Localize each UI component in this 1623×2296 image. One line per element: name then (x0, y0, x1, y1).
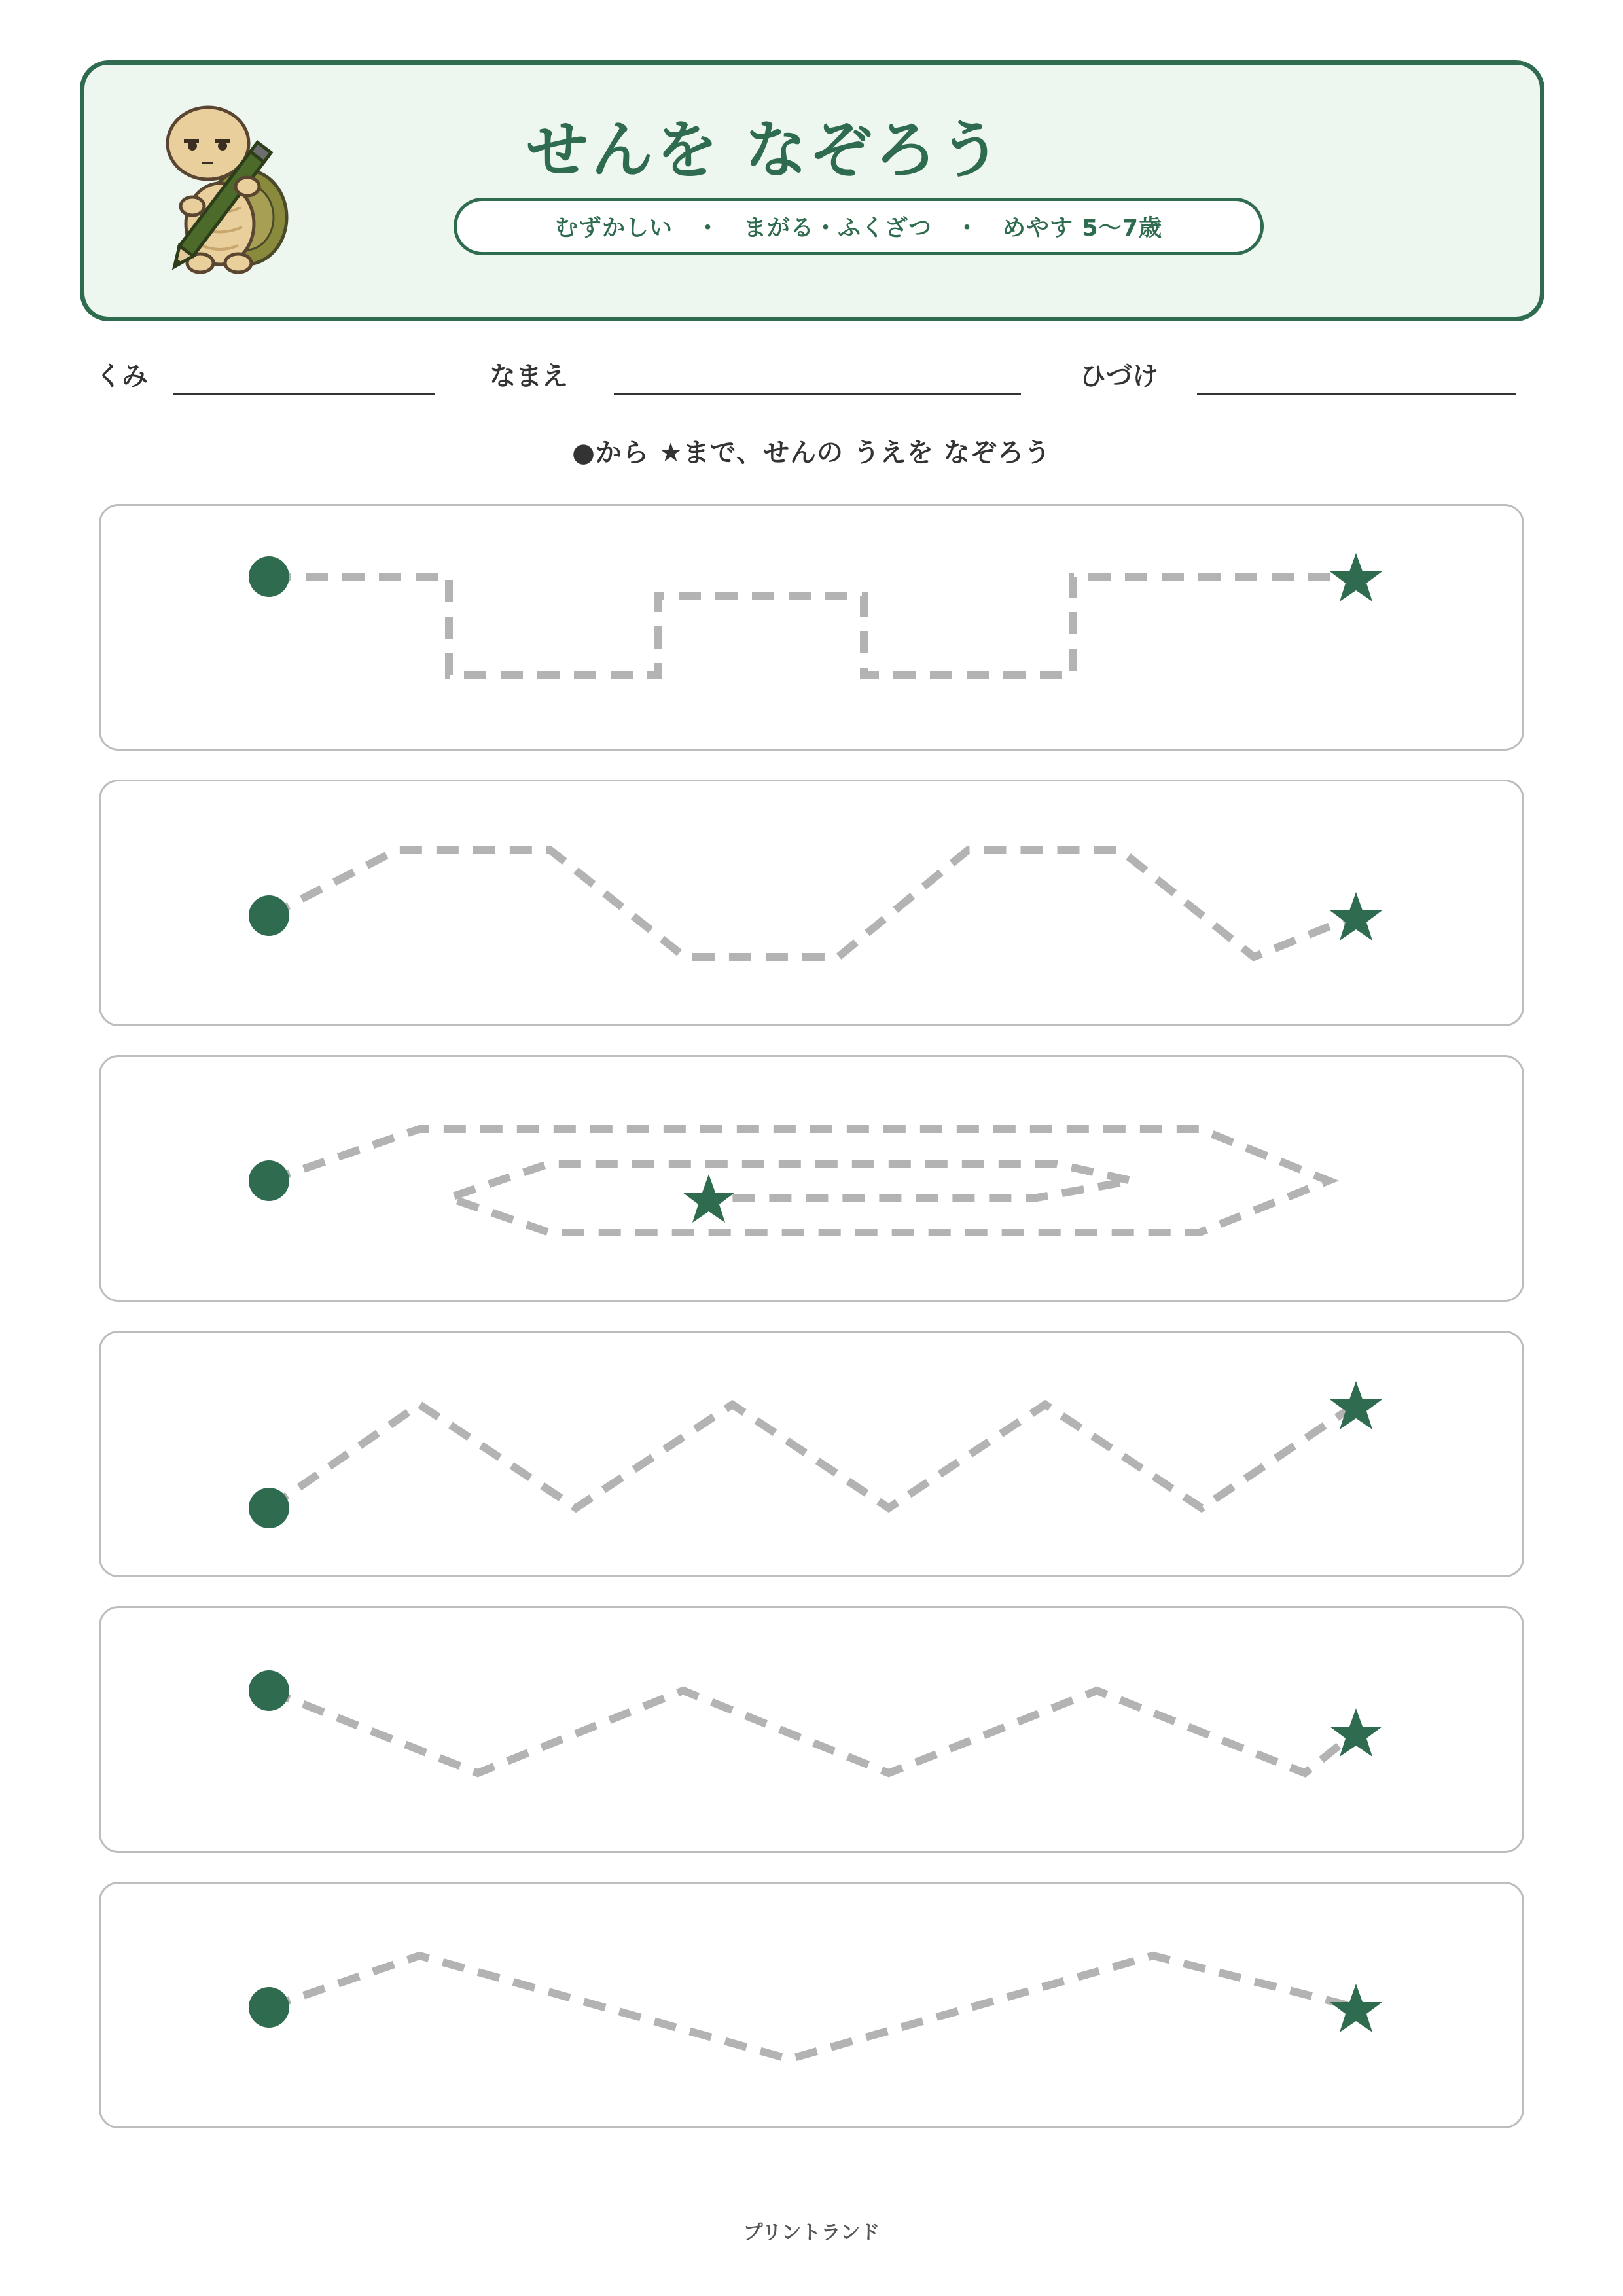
start-dot-icon (249, 556, 289, 597)
name-input-line[interactable] (614, 393, 1021, 395)
page-title: せんを なぞろう (526, 115, 1005, 187)
class-input-line[interactable] (173, 393, 435, 395)
exercise-panel-5 (99, 1606, 1524, 1853)
start-dot-icon (249, 895, 289, 936)
exercise-panel-3 (99, 1055, 1524, 1302)
footer-brand: プリントランド (743, 2221, 880, 2244)
goal-star-icon (1330, 1381, 1382, 1429)
exercise-panel-2 (99, 780, 1524, 1026)
name-label: なまえ (490, 361, 568, 391)
goal-star-icon (1330, 892, 1382, 941)
date-input-line[interactable] (1197, 393, 1516, 395)
trace-trapezoid-wave (101, 781, 1526, 1028)
goal-star-icon (1330, 1984, 1382, 2032)
trace-zigzag (101, 1333, 1526, 1579)
turtle-mascot-icon (148, 103, 298, 279)
trace-spiral (101, 1057, 1526, 1304)
goal-star-icon (683, 1174, 735, 1223)
header-card (80, 60, 1544, 321)
exercise-panel-1 (99, 504, 1524, 751)
start-dot-icon (249, 1160, 289, 1201)
exercise-panel-4 (99, 1331, 1524, 1577)
start-dot-icon (249, 1670, 289, 1711)
goal-star-icon (1330, 553, 1382, 601)
start-dot-icon (249, 1987, 289, 2028)
difficulty-badge: むずかしい ・ まがる・ふくざつ ・ めやす 5〜7歳 (454, 198, 1264, 255)
exercise-panel-6 (99, 1882, 1524, 2128)
start-dot-icon (249, 1488, 289, 1528)
date-label: ひづけ (1080, 361, 1158, 391)
trace-square-wave (101, 506, 1526, 753)
trace-wide-zigzag (101, 1608, 1526, 1855)
class-label: くみ (96, 361, 148, 391)
instruction-text: ●から ★まで、せんの うえを なぞろう (572, 438, 1051, 468)
trace-gentle-wave (101, 1884, 1526, 2130)
